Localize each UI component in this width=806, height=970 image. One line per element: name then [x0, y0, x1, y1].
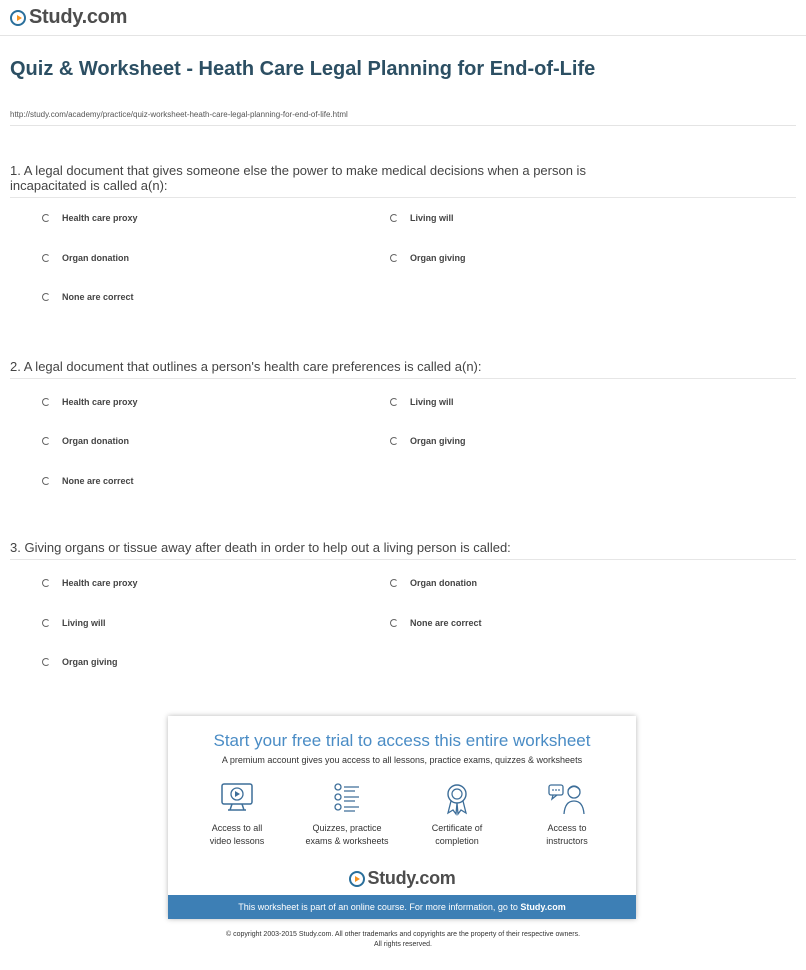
radio-button-icon[interactable]	[390, 214, 398, 222]
answer-option[interactable]	[42, 657, 118, 667]
option-label: Organ donation	[62, 253, 129, 263]
play-logo-icon	[10, 10, 26, 26]
answer-option[interactable]	[42, 253, 129, 263]
feature-line: exams & worksheets	[305, 836, 389, 846]
copyright-notice	[0, 930, 806, 950]
video-lesson-icon	[219, 782, 255, 816]
page-title: Quiz & Worksheet - Heath Care Legal Planning for End-of-Life	[10, 58, 596, 80]
radio-button-icon[interactable]	[42, 437, 50, 445]
page-url: http://study.com/academy/practice/quiz-worksheet-heath-care-legal-planning-for-end-of-life.html	[10, 110, 348, 119]
radio-button-icon[interactable]	[42, 214, 50, 222]
answer-option[interactable]	[42, 436, 129, 446]
radio-button-icon[interactable]	[42, 658, 50, 666]
feature-instructors	[515, 782, 619, 848]
radio-button-icon[interactable]	[390, 579, 398, 587]
feature-line: Access to	[547, 823, 587, 833]
answer-option[interactable]	[42, 578, 138, 588]
option-label: Living will	[410, 397, 454, 407]
radio-button-icon[interactable]	[42, 293, 50, 301]
feature-video-lessons	[185, 782, 289, 848]
instructor-icon	[547, 782, 587, 816]
answer-option[interactable]	[390, 213, 454, 223]
promo-logo[interactable]	[168, 868, 636, 889]
option-label: Living will	[62, 618, 106, 628]
feature-line: Quizzes, practice	[312, 823, 382, 833]
option-label: Health care proxy	[62, 578, 138, 588]
radio-button-icon[interactable]	[390, 254, 398, 262]
study-link[interactable]: Study.com	[520, 902, 566, 912]
header-divider	[0, 35, 806, 36]
option-label: None are correct	[62, 292, 134, 302]
feature-certificate	[405, 782, 509, 848]
feature-list	[168, 782, 636, 862]
feature-line: instructors	[546, 836, 588, 846]
radio-button-icon[interactable]	[42, 619, 50, 627]
radio-button-icon[interactable]	[390, 619, 398, 627]
option-label: Organ giving	[62, 657, 118, 667]
answer-option[interactable]	[42, 618, 106, 628]
option-label: Health care proxy	[62, 213, 138, 223]
option-label: Organ giving	[410, 253, 466, 263]
radio-button-icon[interactable]	[42, 477, 50, 485]
question-text: 1. A legal document that gives someone else the power to make medical decisions when a person is incapacitated is called a(n):	[10, 163, 586, 193]
copyright-line: © copyright 2003-2015 Study.com. All other trademarks and copyrights are the property of their respective owners.	[225, 931, 581, 938]
answer-option[interactable]	[390, 436, 466, 446]
option-label: Organ donation	[410, 578, 477, 588]
question-2	[10, 359, 796, 499]
promo-footer-text: This worksheet is part of an online course. For more information, go to	[238, 902, 521, 912]
quiz-list-icon	[329, 782, 365, 816]
certificate-icon	[439, 782, 475, 816]
answer-option[interactable]	[42, 292, 134, 302]
study-logo[interactable]	[10, 6, 127, 29]
feature-line: completion	[435, 836, 479, 846]
option-label: Organ donation	[62, 436, 129, 446]
radio-button-icon[interactable]	[42, 254, 50, 262]
answer-option[interactable]	[390, 397, 454, 407]
promo-footer-bar[interactable]	[168, 895, 636, 919]
logo-text: Study.com	[29, 6, 128, 28]
answer-option[interactable]	[42, 476, 134, 486]
answer-option[interactable]	[390, 578, 477, 588]
promo-heading: Start your free trial to access this entire worksheet	[213, 731, 591, 750]
option-label: Organ giving	[410, 436, 466, 446]
option-label: Living will	[410, 213, 454, 223]
radio-button-icon[interactable]	[42, 398, 50, 406]
feature-quizzes	[295, 782, 399, 848]
question-3	[10, 540, 796, 680]
question-text: 2. A legal document that outlines a person's health care preferences is called a(n):	[10, 359, 482, 374]
play-logo-icon	[349, 871, 365, 887]
option-label: None are correct	[62, 476, 134, 486]
radio-button-icon[interactable]	[390, 437, 398, 445]
question-text: 3. Giving organs or tissue away after death in order to help out a living person is called:	[10, 540, 511, 555]
answer-option[interactable]	[42, 213, 138, 223]
free-trial-promo[interactable]	[168, 716, 636, 919]
promo-logo-text: Study.com	[367, 868, 456, 888]
question-1	[10, 163, 796, 318]
copyright-line: All rights reserved.	[374, 941, 432, 948]
radio-button-icon[interactable]	[390, 398, 398, 406]
answer-option[interactable]	[42, 397, 138, 407]
option-label: Health care proxy	[62, 397, 138, 407]
answer-option[interactable]	[390, 618, 482, 628]
feature-line: video lessons	[209, 836, 265, 846]
feature-line: Access to all	[211, 823, 263, 833]
title-divider	[10, 125, 796, 126]
answer-option[interactable]	[390, 253, 466, 263]
radio-button-icon[interactable]	[42, 579, 50, 587]
option-label: None are correct	[410, 618, 482, 628]
feature-line: Certificate of	[431, 823, 483, 833]
promo-subheading: A premium account gives you access to all lessons, practice exams, quizzes & worksheets	[221, 755, 583, 765]
